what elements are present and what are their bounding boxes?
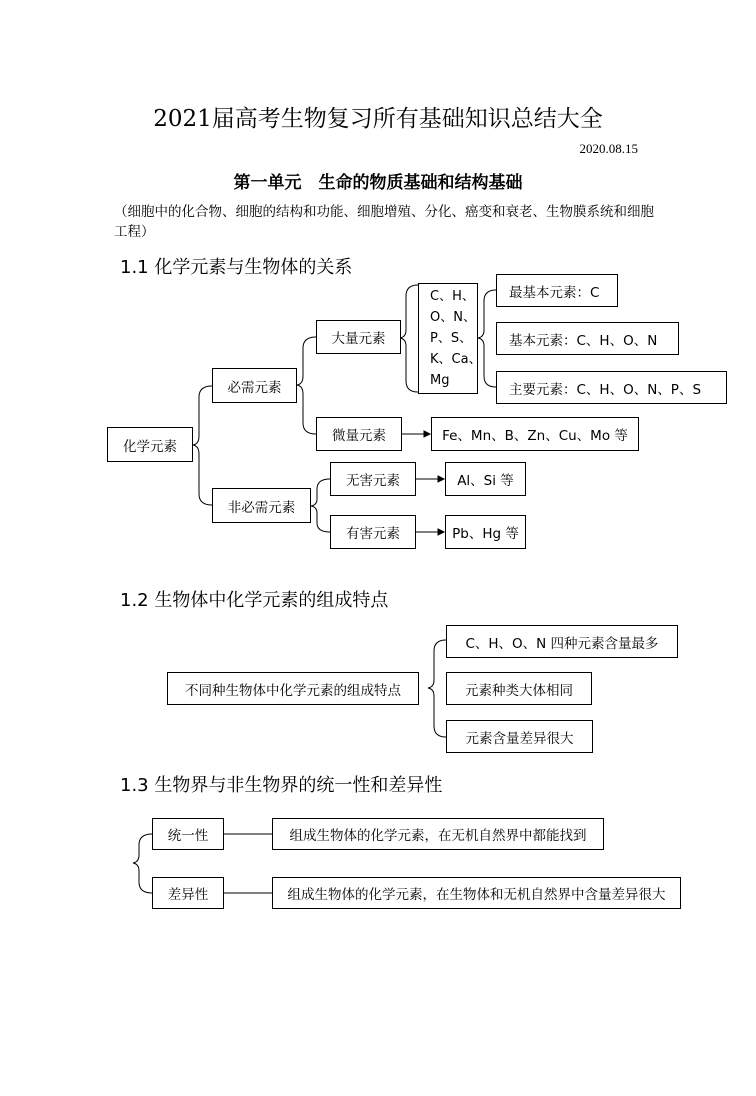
unit-title: 第一单元 生命的物质基础和结构基础 bbox=[233, 173, 523, 193]
brace-categories bbox=[478, 290, 496, 387]
basic-elements-box: 基本元素：C、H、O、N bbox=[496, 322, 679, 355]
macro-elements-box: 大量元素 bbox=[316, 320, 401, 354]
unit-note: （细胞中的化合物、细胞的结构和功能、细胞增殖、分化、癌变和衰老、生物膜系统和细胞工程） bbox=[114, 204, 654, 240]
s2-item-box: 元素含量差异很大 bbox=[446, 720, 593, 753]
difference-desc-box: 组成生物体的化学元素，在生物体和无机自然界中含量差异很大 bbox=[272, 877, 681, 909]
macro-list-line: C、H、 bbox=[430, 289, 475, 304]
harmless-list-box: Al、Si 等 bbox=[445, 462, 526, 496]
page-title: 2021届高考生物复习所有基础知识总结大全 bbox=[153, 106, 603, 132]
main-elements-box: 主要元素：C、H、O、N、P、S bbox=[496, 371, 727, 404]
harmless-elements-box: 无害元素 bbox=[330, 462, 416, 496]
nonessential-elements-box: 非必需元素 bbox=[212, 488, 311, 523]
section-1-2-heading: 1.2 生物体中化学元素的组成特点 bbox=[120, 590, 389, 611]
essential-elements-box: 必需元素 bbox=[212, 368, 297, 403]
section-1-3-heading: 1.3 生物界与非生物界的统一性和差异性 bbox=[120, 775, 443, 796]
macro-list-box bbox=[418, 283, 482, 394]
brace-s3 bbox=[133, 834, 152, 893]
macro-list-line: Mg bbox=[430, 373, 450, 388]
s2-item-box: C、H、O、N 四种元素含量最多 bbox=[446, 625, 678, 658]
most-basic-element-box: 最基本元素：C bbox=[496, 274, 618, 307]
macro-list-line: O、N、 bbox=[430, 310, 476, 325]
brace-s2 bbox=[428, 640, 446, 737]
root-chemical-elements: 化学元素 bbox=[107, 427, 193, 462]
brace-nonessential bbox=[311, 479, 330, 532]
brace-macro bbox=[400, 285, 418, 392]
section-1-1-heading: 1.1 化学元素与生物体的关系 bbox=[120, 257, 353, 278]
macro-list-line: P、S、 bbox=[430, 331, 473, 346]
harmful-elements-box: 有害元素 bbox=[330, 515, 416, 549]
difference-box: 差异性 bbox=[152, 877, 224, 909]
brace-root bbox=[193, 386, 212, 505]
micro-elements-box: 微量元素 bbox=[316, 417, 402, 451]
unity-desc-box: 组成生物体的化学元素，在无机自然界中都能找到 bbox=[272, 818, 604, 850]
s2-root-box: 不同种生物体中化学元素的组成特点 bbox=[167, 672, 419, 705]
macro-list-line: K、Ca、 bbox=[430, 352, 482, 367]
s2-item-box: 元素种类大体相同 bbox=[446, 672, 592, 705]
unity-box: 统一性 bbox=[152, 818, 224, 850]
harmful-list-box: Pb、Hg 等 bbox=[445, 515, 526, 549]
micro-list-box: Fe、Mn、B、Zn、Cu、Mo 等 bbox=[431, 417, 639, 451]
brace-essential bbox=[297, 337, 316, 434]
document-date: 2020.08.15 bbox=[579, 141, 638, 156]
